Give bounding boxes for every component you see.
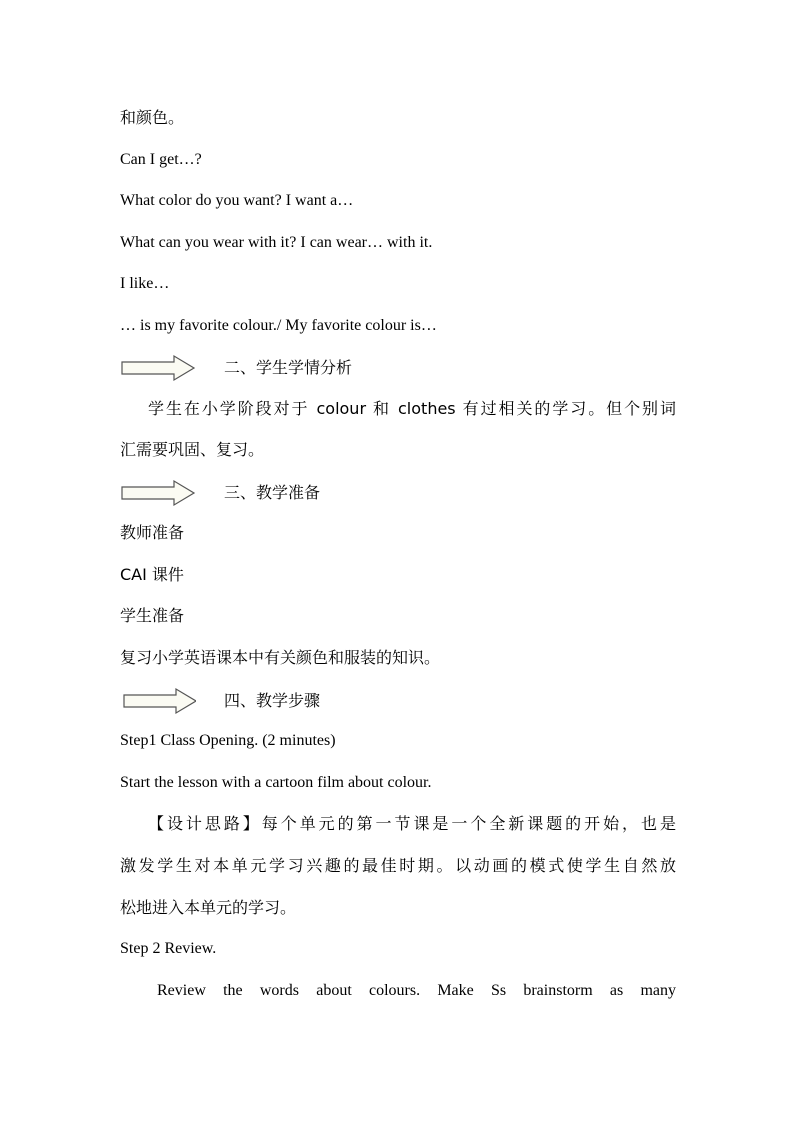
paragraph-line: 【设计思路】每个单元的第一节课是一个全新课题的开始，也是 — [148, 814, 676, 833]
section-title: 三、教学准备 — [224, 483, 321, 502]
text-line: What color do you want? I want a… — [120, 192, 354, 209]
paragraph-line: Step1 Class Opening. (2 minutes) — [120, 732, 336, 749]
section-heading — [120, 479, 676, 507]
paragraph-line: CAI 课件 — [120, 565, 184, 584]
paragraph-line: 教师准备 — [120, 523, 185, 542]
text-line: … is my favorite colour./ My favorite colour is… — [120, 317, 437, 334]
paragraph-line: Start the lesson with a cartoon film about colour. — [120, 774, 432, 791]
text-line: 和颜色。 — [120, 108, 185, 127]
paragraph-line: 复习小学英语课本中有关颜色和服装的知识。 — [120, 648, 441, 667]
right-arrow-icon — [120, 354, 196, 382]
section-heading — [120, 354, 676, 382]
paragraph-line: 学生在小学阶段对于 colour 和 clothes 有过相关的学习。但个别词 — [148, 399, 676, 418]
section-heading — [120, 687, 676, 715]
section-title: 二、学生学情分析 — [224, 358, 353, 377]
text-line: I like… — [120, 275, 170, 292]
section-title: 四、教学步骤 — [224, 691, 321, 710]
paragraph-line: 激发学生对本单元学习兴趣的最佳时期。以动画的模式使学生自然放 — [120, 856, 676, 875]
text-line: What can you wear with it? I can wear… with it. — [120, 234, 433, 251]
right-arrow-icon — [120, 687, 196, 715]
paragraph-line: 汇需要巩固、复习。 — [120, 440, 265, 459]
paragraph-line: Step 2 Review. — [120, 940, 217, 957]
paragraph-line: Review the words about colours. Make Ss brainstorm as many — [157, 982, 676, 999]
paragraph-line: 学生准备 — [120, 606, 185, 625]
right-arrow-icon — [120, 479, 196, 507]
text-line: Can I get…? — [120, 151, 202, 168]
paragraph-line: 松地进入本单元的学习。 — [120, 898, 297, 917]
